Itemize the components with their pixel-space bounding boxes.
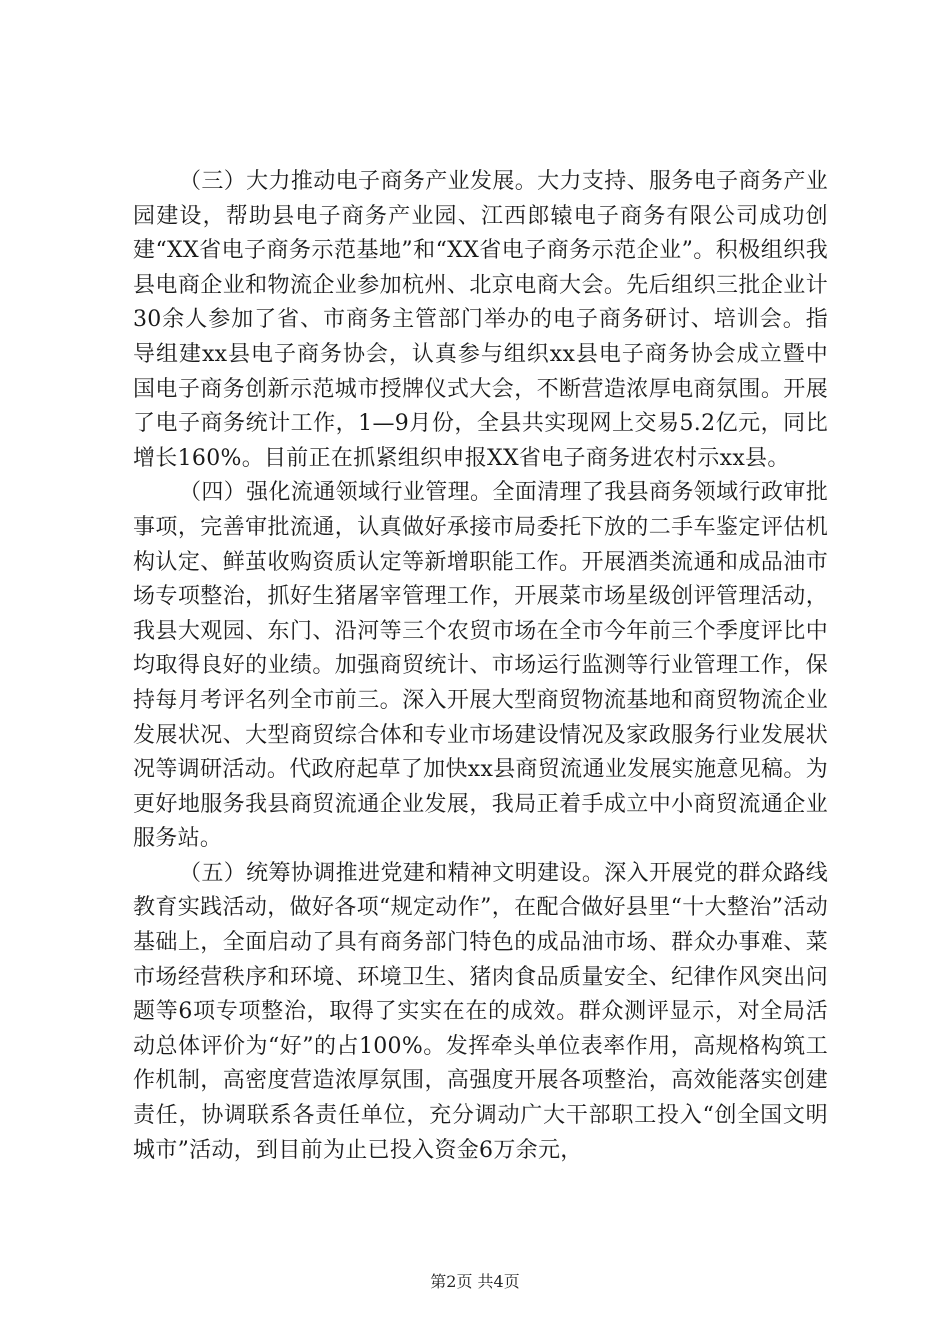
paragraph-4-circulation-management: （四）强化流通领域行业管理。全面清理了我县商务领域行政审批事项，完善审批流通，认真做好承接市局委托下放的二手车鉴定评估机构认定、鲜茧收购资质认定等新增职能工作。开展酒类流通和成品油市场专项整治，抓好生猪屠宰管理工作，开展菜市场星级创评管理活动，我县大观园、东门、沿河等三个农贸市场在全市今年前三个季度评比中均取得良好的业绩。加强商贸统计、市场运行监测等行业管理工作，保持每月考评名列全市前三。深入开展大型商贸物流基地和商贸物流企业发展状况、大型商贸综合体和专业市场建设情况及家政服务行业发展状况等调研活动。代政府起草了加快xx县商贸流通业发展实施意见稿。为更好地服务我县商贸流通企业发展，我局正着手成立中小商贸流通企业服务站。	[133, 480, 828, 852]
document-body	[133, 165, 828, 1168]
page-number-footer: 第2页 共4页	[430, 1272, 520, 1291]
paragraph-3-ecommerce: （三）大力推动电子商务产业发展。大力支持、服务电子商务产业园建设，帮助县电子商务产业园、江西郎辕电子商务有限公司成功创建“XX省电子商务示范基地”和“XX省电子商务示范企业”。积极组织我县电商企业和物流企业参加杭州、北京电商大会。先后组织三批企业计30余人参加了省、市商务主管部门举办的电子商务研讨、培训会。指导组建xx县电子商务协会，认真参与组织xx县电子商务协会成立暨中国电子商务创新示范城市授牌仪式大会，不断营造浓厚电商氛围。开展了电子商务统计工作，1—9月份，全县共实现网上交易5.2亿元，同比增长160%。目前正在抓紧组织申报XX省电子商务进农村示xx县。	[133, 169, 828, 471]
paragraph-5-party-building: （五）统筹协调推进党建和精神文明建设。深入开展党的群众路线教育实践活动，做好各项“规定动作”，在配合做好县里“十大整治”活动基础上，全面启动了具有商务部门特色的成品油市场、群众办事难、菜市场经营秩序和环境、环境卫生、猪肉食品质量安全、纪律作风突出问题等6项专项整治，取得了实实在在的成效。群众测评显示，对全局活动总体评价为“好”的占100%。发挥牵头单位表率作用，高规格构筑工作机制，高密度营造浓厚氛围，高强度开展各项整治，高效能落实创建责任，协调联系各责任单位，充分调动广大干部职工投入“创全国文明城市”活动，到目前为止已投入资金6万余元，	[133, 860, 828, 1163]
